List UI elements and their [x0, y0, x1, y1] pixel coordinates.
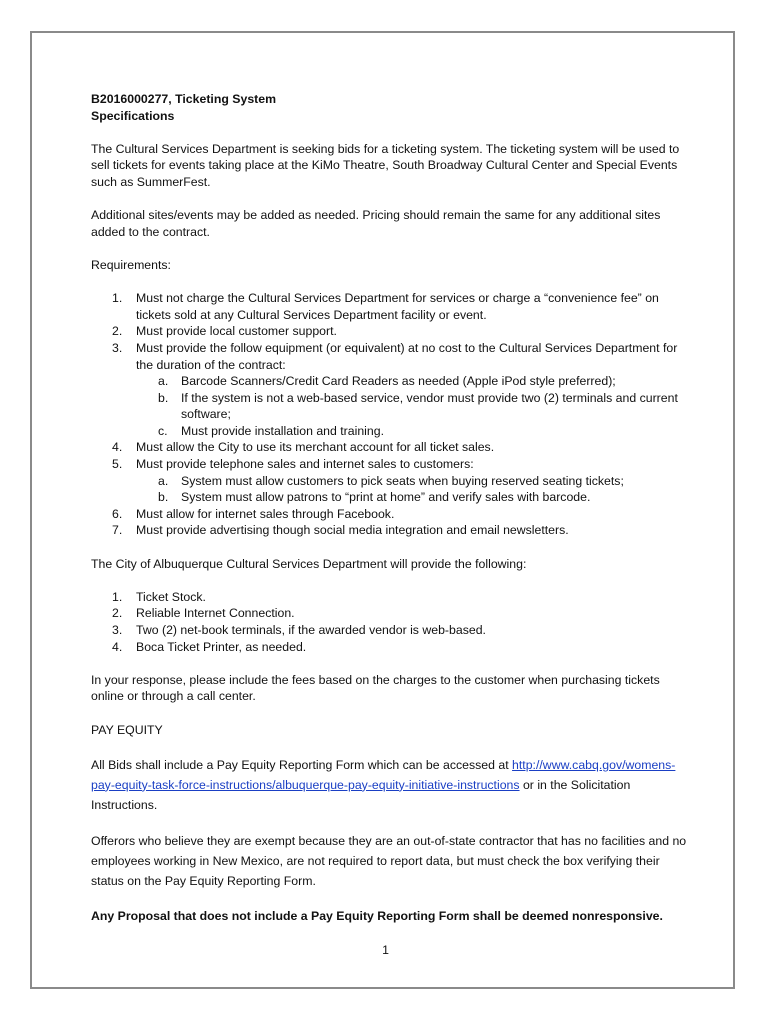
- sub-requirement-item: [136, 390, 691, 423]
- list-number: 4.: [112, 440, 123, 455]
- list-number: 6.: [112, 506, 123, 521]
- provided-item: [91, 639, 691, 656]
- provided-item-text: Ticket Stock.: [136, 589, 206, 604]
- additional-sites-paragraph: Additional sites/events may be added as needed. Pricing should remain the same for any additional sites added to the contract.: [91, 208, 661, 239]
- list-number: 2.: [112, 324, 123, 339]
- title-line-2: Specifications: [91, 108, 175, 123]
- provided-item: [91, 589, 691, 606]
- sub-requirement-item: [136, 373, 691, 390]
- requirement-text: Must provide telephone sales and internet sales to customers:: [136, 457, 474, 472]
- requirement-sublist: [136, 473, 691, 506]
- list-number: 5.: [112, 457, 123, 472]
- closing-statement: Any Proposal that does not include a Pay Equity Reporting Form shall be deemed nonresponsive.: [91, 908, 663, 923]
- requirement-text: Must provide local customer support.: [136, 324, 337, 339]
- requirement-item: [91, 506, 691, 523]
- requirement-item: [91, 439, 691, 456]
- sub-requirement-text: Must provide installation and training.: [181, 423, 385, 438]
- pay-equity-text-before: All Bids shall include a Pay Equity Reporting Form which can be accessed at: [91, 757, 513, 772]
- list-number: 2.: [112, 606, 123, 621]
- requirement-text: Must allow the City to use its merchant account for all ticket sales.: [136, 440, 495, 455]
- list-number: 3.: [112, 340, 123, 355]
- list-number: 7.: [112, 523, 123, 538]
- provided-item-text: Two (2) net-book terminals, if the awarded vendor is web-based.: [136, 623, 486, 637]
- requirement-text: Must provide the follow equipment (or equivalent) at no cost to the Cultural Services Department for the duration of the contract:: [136, 340, 678, 372]
- city-provides-heading: The City of Albuquerque Cultural Services Department will provide the following:: [91, 556, 527, 571]
- list-letter: a.: [158, 374, 169, 389]
- requirement-item: [91, 323, 691, 340]
- list-number: 3.: [112, 623, 123, 637]
- requirement-text: Must not charge the Cultural Services Department for services or charge a “convenience fee” on tickets sold at any Cultural Services Department facility or event.: [136, 291, 659, 322]
- sub-requirement-item: [136, 489, 691, 506]
- list-number: 1.: [112, 291, 123, 306]
- city-provides-list: [91, 589, 691, 655]
- title-line-1: B2016000277, Ticketing System: [91, 92, 277, 106]
- list-number: 1.: [112, 589, 123, 604]
- requirement-text: Must allow for internet sales through Facebook.: [136, 506, 395, 521]
- pay-equity-link[interactable]: http://www.cabq.gov/womens-pay-equity-task-force-instructions/albuquerque-pay-equity-initiative-instructions: [91, 757, 676, 792]
- list-letter: c.: [158, 423, 168, 438]
- requirements-list: [91, 290, 691, 539]
- list-number: 4.: [112, 639, 123, 654]
- provided-item: [91, 622, 691, 639]
- sub-requirement-text: System must allow customers to pick seats when buying reserved seating tickets;: [181, 473, 624, 488]
- provided-item-text: Boca Ticket Printer, as needed.: [136, 639, 307, 654]
- page-number: [0, 943, 770, 957]
- requirement-item: [91, 456, 691, 506]
- page-number-text: 1: [382, 943, 389, 957]
- offerors-paragraph: Offerors who believe they are exempt because they are an out-of-state contractor that has no facilities and no employees working in New Mexico, are not required to report data, but must check the box verifying their status on the Pay Equity Reporting Form.: [91, 834, 687, 889]
- document-title: [91, 91, 691, 124]
- sub-requirement-text: System must allow patrons to “print at home” and verify sales with barcode.: [181, 490, 591, 505]
- intro-paragraph: The Cultural Services Department is seeking bids for a ticketing system. The ticketing system will be used to sell tickets for events taking place at the KiMo Theatre, South Broadway Cultural Center and Special Events such as SummerFest.: [91, 141, 680, 189]
- sub-requirement-text: If the system is not a web-based service, vendor must provide two (2) terminals and current software;: [181, 390, 678, 422]
- requirement-text: Must provide advertising though social media integration and email newsletters.: [136, 523, 569, 538]
- requirement-sublist: [136, 373, 691, 439]
- sub-requirement-item: [136, 473, 691, 490]
- sub-requirement-item: [136, 423, 691, 440]
- list-letter: b.: [158, 490, 169, 505]
- pay-equity-heading: PAY EQUITY: [91, 722, 163, 737]
- pay-equity-paragraph: [91, 755, 691, 815]
- list-letter: a.: [158, 473, 169, 488]
- response-note: In your response, please include the fees based on the charges to the customer when purchasing tickets online or through a call center.: [91, 672, 660, 704]
- document-body: [91, 91, 691, 925]
- requirement-item: [91, 290, 691, 323]
- requirement-item: [91, 522, 691, 539]
- sub-requirement-text: Barcode Scanners/Credit Card Readers as needed (Apple iPod style preferred);: [181, 374, 616, 389]
- list-letter: b.: [158, 390, 169, 405]
- provided-item: [91, 605, 691, 622]
- requirements-heading: Requirements:: [91, 257, 171, 272]
- requirement-item: [91, 340, 691, 440]
- provided-item-text: Reliable Internet Connection.: [136, 606, 295, 621]
- pay-equity-text-after: or in the Solicitation Instructions.: [91, 777, 631, 812]
